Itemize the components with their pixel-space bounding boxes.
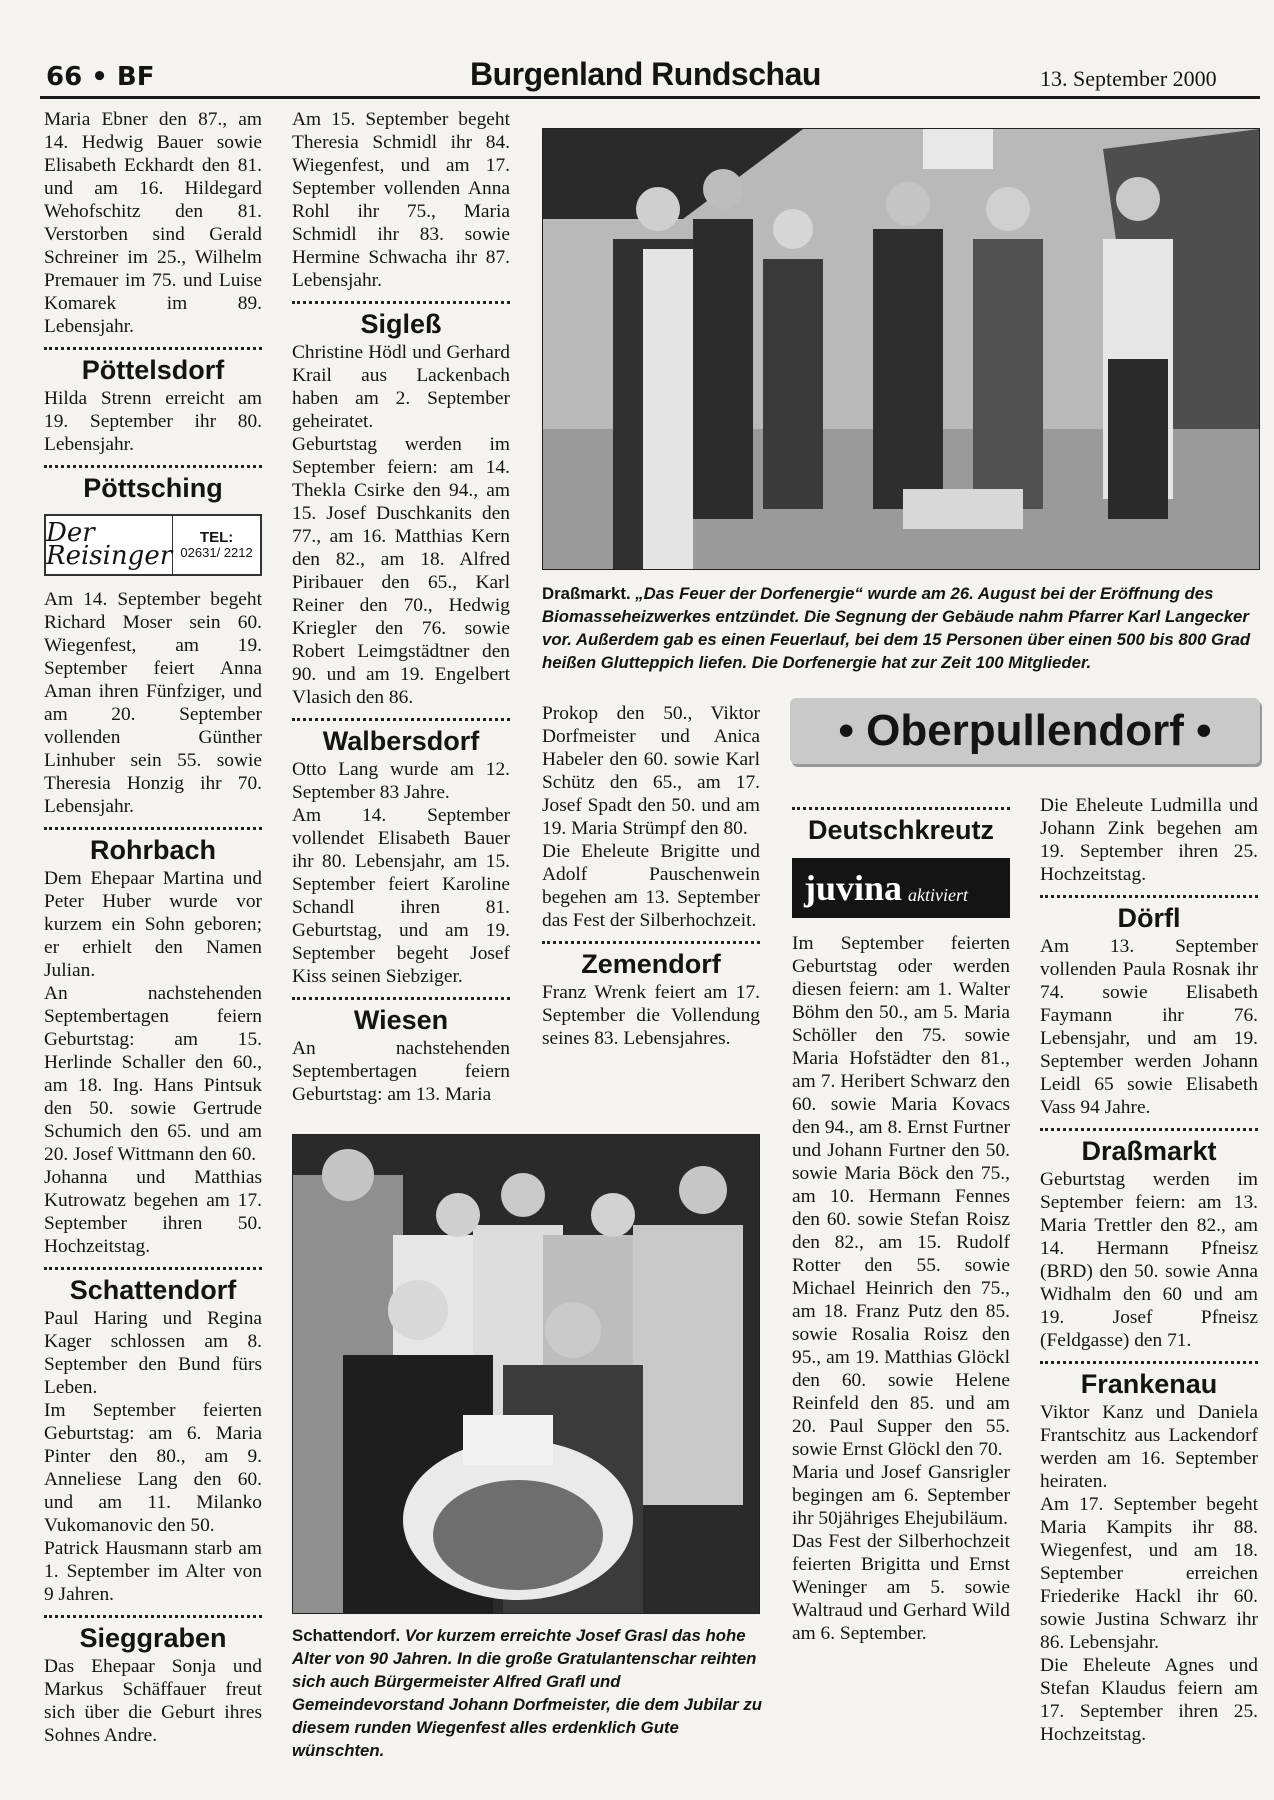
article-text: Dem Ehepaar Martina und Peter Huber wurde vor kurzem ein Sohn geboren; er erhielt den Namen Julian.: [44, 868, 262, 981]
reisinger-logo: Der Reisinger: [46, 516, 173, 574]
newspaper-title: Burgenland Rundschau: [470, 56, 821, 92]
column-4: [792, 798, 1010, 1645]
article-text: Die Eheleute Agnes und Stefan Klaudus feiern am 17. September ihren 25. Hochzeitstag.: [1040, 1655, 1258, 1745]
article-text: Christine Hödl und Gerhard Krail aus Lackenbach haben am 2. September geheiratet.: [292, 342, 510, 432]
section-title: Sigleß: [360, 309, 442, 339]
article-text: Prokop den 50., Viktor Dorfmeister und Anica Habeler den 60. sowie Karl Schütz den 65., am 17. Josef Spadt den 50. und am 19. Maria Strümpf den 80.: [542, 703, 760, 839]
juvina-name: juvina: [804, 867, 903, 908]
issue-date: 13. September 2000: [1040, 66, 1217, 91]
divider: [292, 301, 510, 304]
column-3: [542, 702, 760, 1050]
caption-lead: Schattendorf.: [292, 1626, 401, 1645]
article-text: Otto Lang wurde am 12. September 83 Jahre.: [292, 759, 510, 803]
section-title: Pöttelsdorf: [81, 355, 225, 385]
article-text: Patrick Hausmann starb am 1. September im Alter von 9 Jahren.: [44, 1538, 262, 1605]
section-title: Draßmarkt: [1081, 1136, 1217, 1166]
article-text: Am 15. September begeht Theresia Schmidl ihr 84. Wiegenfest, und am 17. September vollenden Anna Rohl ihr 75., Maria Schmidl ihr 83. sowie Hermine Schwacha ihr 87. Lebensjahr.: [292, 109, 510, 291]
article-text: Viktor Kanz und Daniela Frantschitz aus Lackendorf werden am 16. September heiraten.: [1040, 1402, 1258, 1492]
section-title: Wiesen: [353, 1005, 449, 1035]
divider: [44, 1267, 262, 1270]
photo-drassmarkt: [542, 128, 1260, 570]
section-title: Sieggraben: [79, 1623, 227, 1653]
section-title: Dörfl: [1117, 903, 1181, 933]
caption-lead: Draßmarkt.: [542, 584, 631, 603]
article-text: Am 14. September vollendet Elisabeth Bauer ihr 80. Lebensjahr, am 15. September feiert Karoline Schandl ihren 81. Geburtstag, und am 19. September begeht Josef Kiss seinen Siebziger.: [292, 805, 510, 987]
article-text: Am 17. September begeht Maria Kampits ihr 88. Wiegenfest, und am 18. September erreichen Friederike Hackl ihr 60. sowie Justina Schwarz ihr 86. Lebensjahr.: [1040, 1494, 1258, 1653]
column-2: [292, 108, 510, 1106]
article-text: Im September feierten Geburtstag: am 6. Maria Pinter den 80., am 9. Anneliese Lang den 60. und am 11. Milanko Vukomanovic den 50.: [44, 1400, 262, 1536]
region-banner: • Oberpullendorf •: [790, 698, 1260, 764]
article-text: Maria und Josef Gansrigler begingen am 6. September ihr 50jähriges Ehejubiläum.: [792, 1462, 1010, 1529]
article-text: Die Eheleute Brigitte und Adolf Pauschenwein begehen am 13. September das Fest der Silberhochzeit.: [542, 841, 760, 931]
divider: [44, 1615, 262, 1618]
column-5: [1040, 794, 1258, 1746]
caption-drassmarkt: [542, 582, 1258, 674]
divider: [1040, 1128, 1258, 1131]
photo-schattendorf: [292, 1134, 760, 1614]
section-title: Schattendorf: [69, 1275, 237, 1305]
section-title: Frankenau: [1080, 1369, 1218, 1399]
article-text: Geburtstag werden im September feiern: am 14. Thekla Csirke den 94., am 15. Josef Duschkanits den 77., am 16. Matthias Kern den 82., am 18. Alfred Piribauer den 65., Karl Reiner den 70., Hedwig Kriegler den 76. sowie Robert Leimgstädtner den 90. und am 19. Engelbert Vlasich den 86.: [292, 434, 510, 708]
divider: [1040, 895, 1258, 898]
section-title: Deutschkreutz: [807, 815, 995, 845]
caption-text: „Das Feuer der Dorfenergie“ wurde am 26. August bei der Eröffnung des Biomasseheizwerkes entzündet. Die Segnung der Gebäude nahm Pfarrer Karl Langecker vor. Außerdem gab es einen Feuerlauf, bei dem 15 Personen über einen 500 bis 800 Grad heißen Glutteppich liefen. Die Dorfenergie hat zur Zeit 100 Mitglieder.: [542, 584, 1251, 672]
divider: [44, 347, 262, 350]
article-text: An nachstehenden Septembertagen feiern Geburtstag: am 15. Herlinde Schaller den 60., am 18. Ing. Hans Pintsuk den 50. sowie Gertrude Schumich den 65. und am 20. Josef Wittmann den 60.: [44, 983, 262, 1165]
ad-juvina: [792, 858, 1010, 918]
ad-tel-number: 02631/ 2212: [180, 545, 253, 560]
article-text: Am 13. September vollenden Paula Rosnak ihr 74. sowie Elisabeth Faymann ihr 76. Lebensjahr, und am 19. September werden Johann Leidl 65 sowie Elisabeth Vass 94 Jahre.: [1040, 936, 1258, 1118]
juvina-tagline: aktiviert: [908, 884, 969, 905]
article-text: Die Eheleute Ludmilla und Johann Zink begehen am 19. September ihren 25. Hochzeitstag.: [1040, 795, 1258, 885]
article-text: Hilda Strenn erreicht am 19. September ihr 80. Lebensjahr.: [44, 388, 262, 455]
divider: [292, 997, 510, 1000]
ad-reisinger: [44, 514, 262, 576]
ad-phone: [173, 530, 260, 560]
caption-text: Vor kurzem erreichte Josef Grasl das hohe Alter von 90 Jahren. In die große Gratulantenschar reihten sich auch Bürgermeister Alfred Grafl und Gemeindevorstand Johann Dorfmeister, die dem Jubilar zu diesem runden Wiegenfest alles erdenklich Gute wünschten.: [292, 1626, 762, 1760]
column-1: [44, 108, 262, 1747]
article-text: Johanna und Matthias Kutrowatz begehen am 17. September ihren 50. Hochzeitstag.: [44, 1167, 262, 1257]
divider: [792, 807, 1010, 810]
article-text: Am 14. September begeht Richard Moser sein 60. Wiegenfest, am 19. September feiert Anna Aman ihren Fünfziger, und am 20. September vollenden Günther Linhuber sein 55. sowie Theresia Honzig ihr 70. Lebensjahr.: [44, 589, 262, 817]
article-text: Das Ehepaar Sonja und Markus Schäffauer freut sich über die Geburt ihres Sohnes Andre.: [44, 1656, 262, 1746]
article-text: Maria Ebner den 87., am 14. Hedwig Bauer sowie Elisabeth Eckhardt den 81. und am 16. Hildegard Wehofschitz den 81. Verstorben sind Gerald Schreiner im 25., Wilhelm Premauer im 75. und Luise Komarek im 89. Lebensjahr.: [44, 109, 262, 337]
divider: [292, 718, 510, 721]
divider: [44, 465, 262, 468]
article-text: Im September feierten Geburtstag oder werden diesen feiern: am 1. Walter Böhm den 50., am 5. Maria Schöller den 75. sowie Maria Hofstädter den 81., am 7. Heribert Schwarz den 60. sowie Maria Kovacs den 94., am 8. Ernst Furtner und Johann Furtner den 50. sowie Maria Böck den 75., am 10. Hermann Fennes den 60. sowie Stefan Roisz den 82., am 15. Rudolf Rotter den 55. sowie Michael Heinrich den 75., am 18. Franz Putz den 85. sowie Rosalia Roisz den 95., am 19. Matthias Glöckl den 60. sowie Helene Reinfeld den 85. und am 20. Paul Supper den 55. sowie Ernst Glöckl den 70.: [792, 933, 1010, 1460]
article-text: Das Fest der Silberhochzeit feierten Brigitta und Ernst Weninger am 5. sowie Waltraud und Gerhard Wild am 6. September.: [792, 1531, 1010, 1644]
section-title: Walbersdorf: [322, 726, 480, 756]
article-text: Paul Haring und Regina Kager schlossen am 8. September den Bund fürs Leben.: [44, 1308, 262, 1398]
photo-drassmarkt-image: [543, 129, 1259, 569]
article-text: Franz Wrenk feiert am 17. September die Vollendung seines 83. Lebensjahres.: [542, 982, 760, 1049]
header-rule: [40, 96, 1260, 99]
divider: [1040, 1361, 1258, 1364]
caption-schattendorf: [292, 1624, 764, 1762]
divider: [542, 941, 760, 944]
article-text: Geburtstag werden im September feiern: am 13. Maria Trettler den 82., am 14. Hermann Pfneisz (BRD) den 50. sowie Anna Widhalm den 60 und am 19. Josef Pfneisz (Feldgasse) den 71.: [1040, 1169, 1258, 1351]
ad-tel-label: TEL:: [199, 529, 234, 546]
section-title: Pöttsching: [83, 473, 223, 503]
divider: [44, 827, 262, 830]
section-title: Zemendorf: [581, 949, 721, 979]
section-title: Rohrbach: [89, 835, 216, 865]
photo-schattendorf-image: [293, 1135, 759, 1613]
article-text: An nachstehenden Septembertagen feiern Geburtstag: am 13. Maria: [292, 1038, 510, 1105]
page-number: 66 • BF: [46, 62, 155, 92]
